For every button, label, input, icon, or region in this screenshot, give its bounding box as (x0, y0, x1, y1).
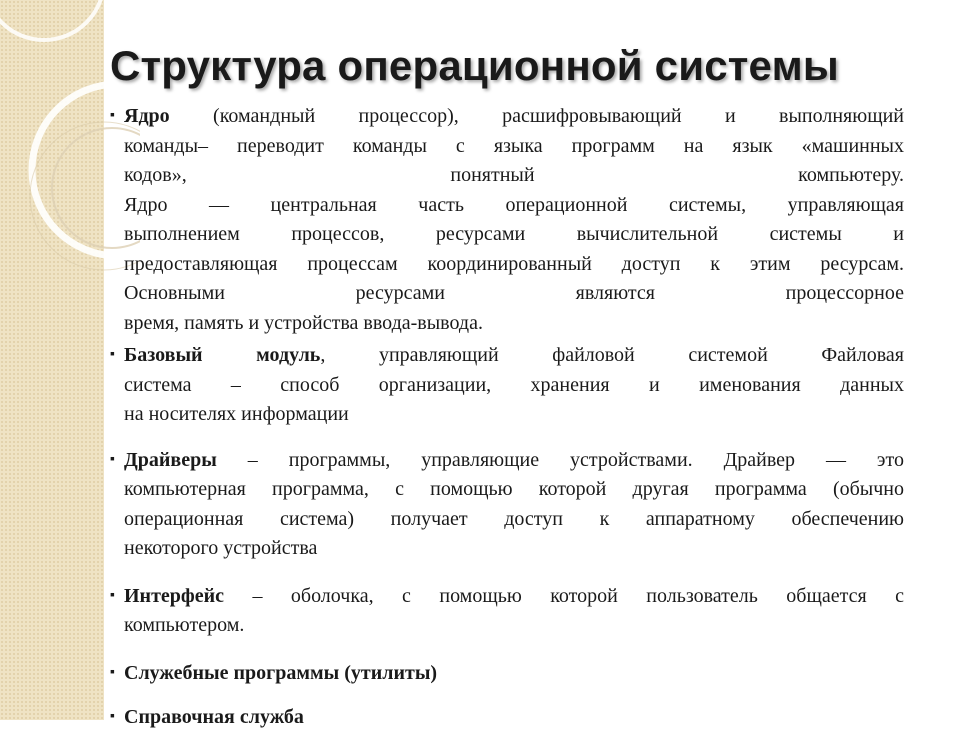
bullet-term: Справочная служба (124, 706, 304, 728)
text-line: время, память и устройства ввода-вывода. (124, 311, 483, 334)
bullet-drivers (110, 446, 904, 564)
text-line: на носителях информации (124, 403, 349, 425)
bullet-kernel (110, 102, 904, 338)
text-line (124, 659, 904, 689)
text-line: кодов», понятный компьютеру. (124, 164, 904, 186)
text-line: компьютером. (124, 614, 245, 636)
bullet-term: Базовый модуль (124, 344, 321, 366)
bullet-marker: ▪ (110, 108, 115, 123)
bullet-marker: ▪ (110, 709, 115, 724)
text-line: Основными ресурсами являются процессорное (124, 282, 904, 304)
text-line: компьютерная программа, с помощью которой другая программа (обычно (124, 478, 904, 500)
text-line: операционная система) получает доступ к аппаратному обеспечению (124, 507, 904, 530)
text-line: выполнением процессов, ресурсами вычислительной системы и (124, 223, 904, 245)
bullet-term: Драйверы (124, 448, 217, 471)
bullet-term: Служебные программы (утилиты) (124, 661, 438, 684)
bullet-marker: ▪ (110, 347, 115, 362)
bullet-base-module (110, 341, 904, 430)
text-line: Драйверы – программы, управляющие устройствами. Драйвер — это (124, 448, 904, 471)
bullet-marker: ▪ (110, 451, 115, 467)
bullet-help-service (110, 703, 904, 733)
text-line: предоставляющая процессам координированный доступ к этим ресурсам. (124, 252, 904, 275)
slide-content (110, 102, 904, 733)
text-line: Ядро — центральная часть операционной системы, управляющая (124, 193, 904, 216)
text-line: система – способ организации, хранения и именования данных (124, 373, 904, 396)
bullet-term: Ядро (124, 105, 170, 127)
bullet-term: Интерфейс (124, 584, 225, 607)
text-line: некоторого устройства (124, 537, 318, 559)
text-line: команды– переводит команды с языка программ на язык «машинных (124, 134, 904, 157)
bullet-marker: ▪ (110, 664, 115, 680)
text-line (124, 703, 904, 733)
bullet-utilities (110, 659, 904, 689)
text-line: Базовый модуль, управляющий файловой системой Файловая (124, 344, 904, 366)
text-line: Ядро (командный процессор), расшифровывающий и выполняющий (124, 105, 904, 127)
bullet-marker: ▪ (110, 587, 115, 603)
slide-title: Структура операционной системы (110, 42, 839, 89)
bullet-interface (110, 582, 904, 641)
text-line: Интерфейс – оболочка, с помощью которой пользователь общается с (124, 584, 904, 607)
